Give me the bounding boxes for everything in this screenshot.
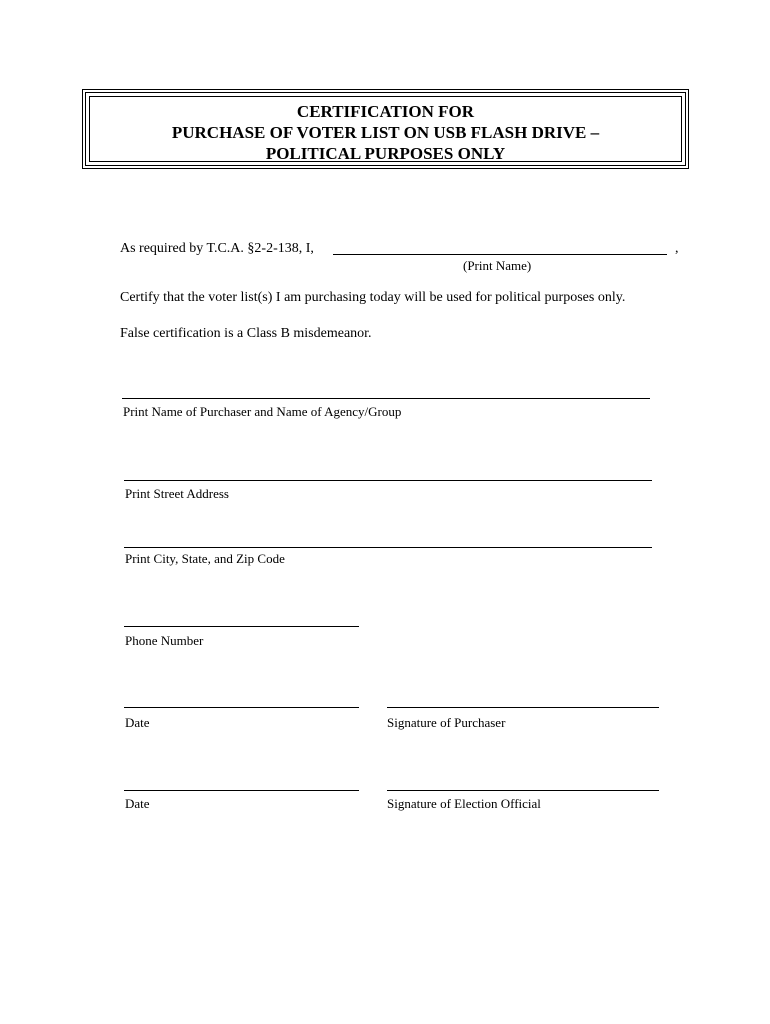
phone-number-line[interactable] bbox=[124, 626, 359, 627]
official-signature-label: Signature of Election Official bbox=[387, 796, 541, 811]
print-name-caption: (Print Name) bbox=[463, 258, 532, 273]
city-state-zip-line[interactable] bbox=[124, 547, 652, 548]
title-box bbox=[82, 89, 689, 169]
title-line-1: CERTIFICATION FOR bbox=[296, 102, 475, 121]
print-name-line[interactable] bbox=[333, 254, 667, 255]
city-state-zip-label: Print City, State, and Zip Code bbox=[125, 551, 285, 566]
statement-intro: As required by T.C.A. §2-2-138, I, bbox=[120, 241, 314, 256]
phone-number-label: Phone Number bbox=[125, 633, 204, 648]
false-certification-notice: False certification is a Class B misdemeanor. bbox=[120, 326, 372, 341]
street-address-label: Print Street Address bbox=[125, 486, 229, 501]
purchaser-agency-label: Print Name of Purchaser and Name of Agency/Group bbox=[123, 404, 402, 419]
title-line-3: POLITICAL PURPOSES ONLY bbox=[265, 144, 506, 163]
date-line-1[interactable] bbox=[124, 707, 359, 708]
date-line-2[interactable] bbox=[124, 790, 359, 791]
purchaser-signature-line[interactable] bbox=[387, 707, 659, 708]
official-signature-line[interactable] bbox=[387, 790, 659, 791]
date-label-1: Date bbox=[125, 715, 150, 730]
form-title bbox=[86, 101, 685, 164]
date-label-2: Date bbox=[125, 796, 150, 811]
street-address-line[interactable] bbox=[124, 480, 652, 481]
statement-comma: , bbox=[675, 241, 679, 256]
purchaser-agency-line[interactable] bbox=[122, 398, 650, 399]
purchaser-signature-label: Signature of Purchaser bbox=[387, 715, 506, 730]
title-line-2: PURCHASE OF VOTER LIST ON USB FLASH DRIVE – bbox=[171, 123, 600, 142]
certify-statement: Certify that the voter list(s) I am purchasing today will be used for political purposes only. bbox=[120, 290, 626, 305]
